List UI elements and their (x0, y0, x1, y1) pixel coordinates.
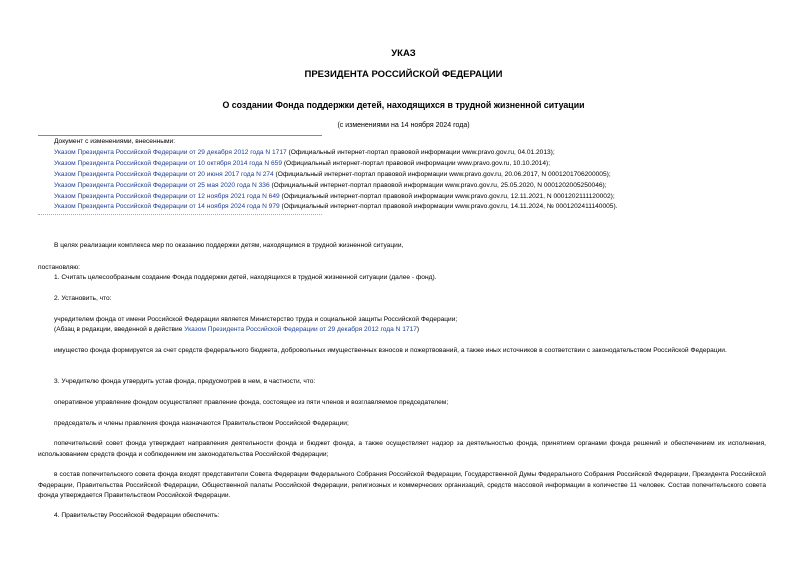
paragraph-item-3: 3. Учредителю фонда утвердить устав фонда, предусмотрев в нем, в частности, что: (54, 378, 316, 385)
paragraph-preamble: В целях реализации комплекса мер по оказанию поддержки детям, находящимся в трудной жизненной ситуации, (54, 242, 404, 249)
amendment-link[interactable]: Указом Президента Российской Федерации от 14 ноября 2024 года N 979 (54, 203, 280, 211)
amendment-source: (Официальный интернет-портал правовой информации www.pravo.gov.ru, 25.05.2020, N 0001202005250046); (269, 181, 607, 189)
paragraph-founder: учредителем фонда от имени Российской Федерации является Министерство труда и социальной защиты Российской Федерации; (54, 316, 458, 323)
amendment-link[interactable]: Указом Президента Российской Федерации от 12 ноября 2021 года N 649 (54, 192, 280, 200)
paragraph-item-4: 4. Правительству Российской Федерации обеспечить: (54, 512, 220, 519)
doc-type-heading: УКАЗ (391, 48, 416, 59)
divider-top (38, 135, 322, 136)
amendments-intro: Документ с изменениями, внесенными: (54, 138, 176, 145)
amendment-source: (Официальный интернет-портал правовой информации www.pravo.gov.ru, 14.11.2024, № 0001202411140005). (279, 203, 618, 211)
divider-bottom (38, 214, 322, 215)
amendment-link[interactable]: Указом Президента Российской Федерации от 25 мая 2020 года N 336 (54, 181, 270, 189)
amendment-note-prefix: (Абзац в редакции, введенной в действие (54, 326, 185, 333)
amendments-list (54, 148, 617, 213)
amendment-item (54, 181, 617, 192)
amendment-item (54, 192, 617, 203)
paragraph-board: оперативное управление фондом осуществляет правление фонда, состоящее из пяти членов и возглавляемое председателем; (54, 399, 449, 406)
paragraph-item-2: 2. Установить, что: (54, 295, 112, 302)
amendment-note-suffix: ) (416, 326, 420, 333)
page-title: О создании Фонда поддержки детей, находящихся в трудной жизненной ситуации (222, 100, 585, 110)
amendment-source: (Официальный интернет-портал правовой информации www.pravo.gov.ru, 20.06.2017, N 0001201706200005); (273, 170, 611, 178)
amendment-item (54, 159, 617, 170)
amendment-source: (Официальный интернет-портал правовой информации www.pravo.gov.ru, 04.01.2013); (286, 149, 555, 156)
paragraph-trustees-composition: в состав попечительского совета фонда входят представители Совета Федерации Федерального Собрания Российской Федерации, Государственной Думы Федерального Собрания Российской Федерации, Президента Российской Федерации, Правительства Российской Федерации, Общественной палаты Российской Федерации, религиозных и коммерческих организаций, средств массовой информации в количестве 11 человек. Состав попечительского совета фонда утверждается Правительством Российской Федерации. (38, 471, 766, 500)
amendment-source: (Официальный интернет-портал правовой информации www.pravo.gov.ru, 10.10.2014); (282, 159, 551, 167)
paragraph-decree: постановляю: (38, 264, 81, 271)
amendment-item (54, 170, 617, 181)
paragraph-item-1: 1. Считать целесообразным создание Фонда поддержки детей, находящихся в трудной жизненной ситуации (далее - фонд). (54, 274, 437, 281)
amendment-link[interactable]: Указом Президента Российской Федерации от 10 октября 2014 года N 659 (54, 159, 283, 167)
amendment-item (54, 148, 617, 159)
issuer-heading: ПРЕЗИДЕНТА РОССИЙСКОЙ ФЕДЕРАЦИИ (304, 69, 503, 80)
revision-note: (с изменениями на 14 ноября 2024 года) (337, 122, 470, 129)
amendment-link[interactable]: Указом Президента Российской Федерации от 29 декабря 2012 года N 1717 (54, 149, 287, 156)
amendment-source: (Официальный интернет-портал правовой информации www.pravo.gov.ru, 12.11.2021, N 0001202111120002); (279, 192, 615, 200)
paragraph-trustees: попечительский совет фонда утверждает направления деятельности фонда и бюджет фонда, а также осуществляет надзор за деятельностью фонда, принятием органами фонда решений и обеспечением их исполнения, использованием средств фонда и соблюдением им законодательства Российской Федерации; (38, 440, 766, 458)
paragraph-amendment-note (38, 325, 766, 336)
amendment-link[interactable]: Указом Президента Российской Федерации от 29 декабря 2012 года N 1717 (184, 326, 417, 333)
paragraph-chairman: председатель и члены правления фонда назначаются Правительством Российской Федерации; (54, 420, 349, 427)
amendment-link[interactable]: Указом Президента Российской Федерации от 20 июня 2017 года N 274 (54, 170, 274, 178)
paragraph-property: имущество фонда формируется за счет средств федерального бюджета, добровольных имущественных взносов и пожертвований, а также иных источников в соответствии с законодательством Российской Федерации. (54, 347, 727, 354)
amendment-item (54, 202, 617, 213)
